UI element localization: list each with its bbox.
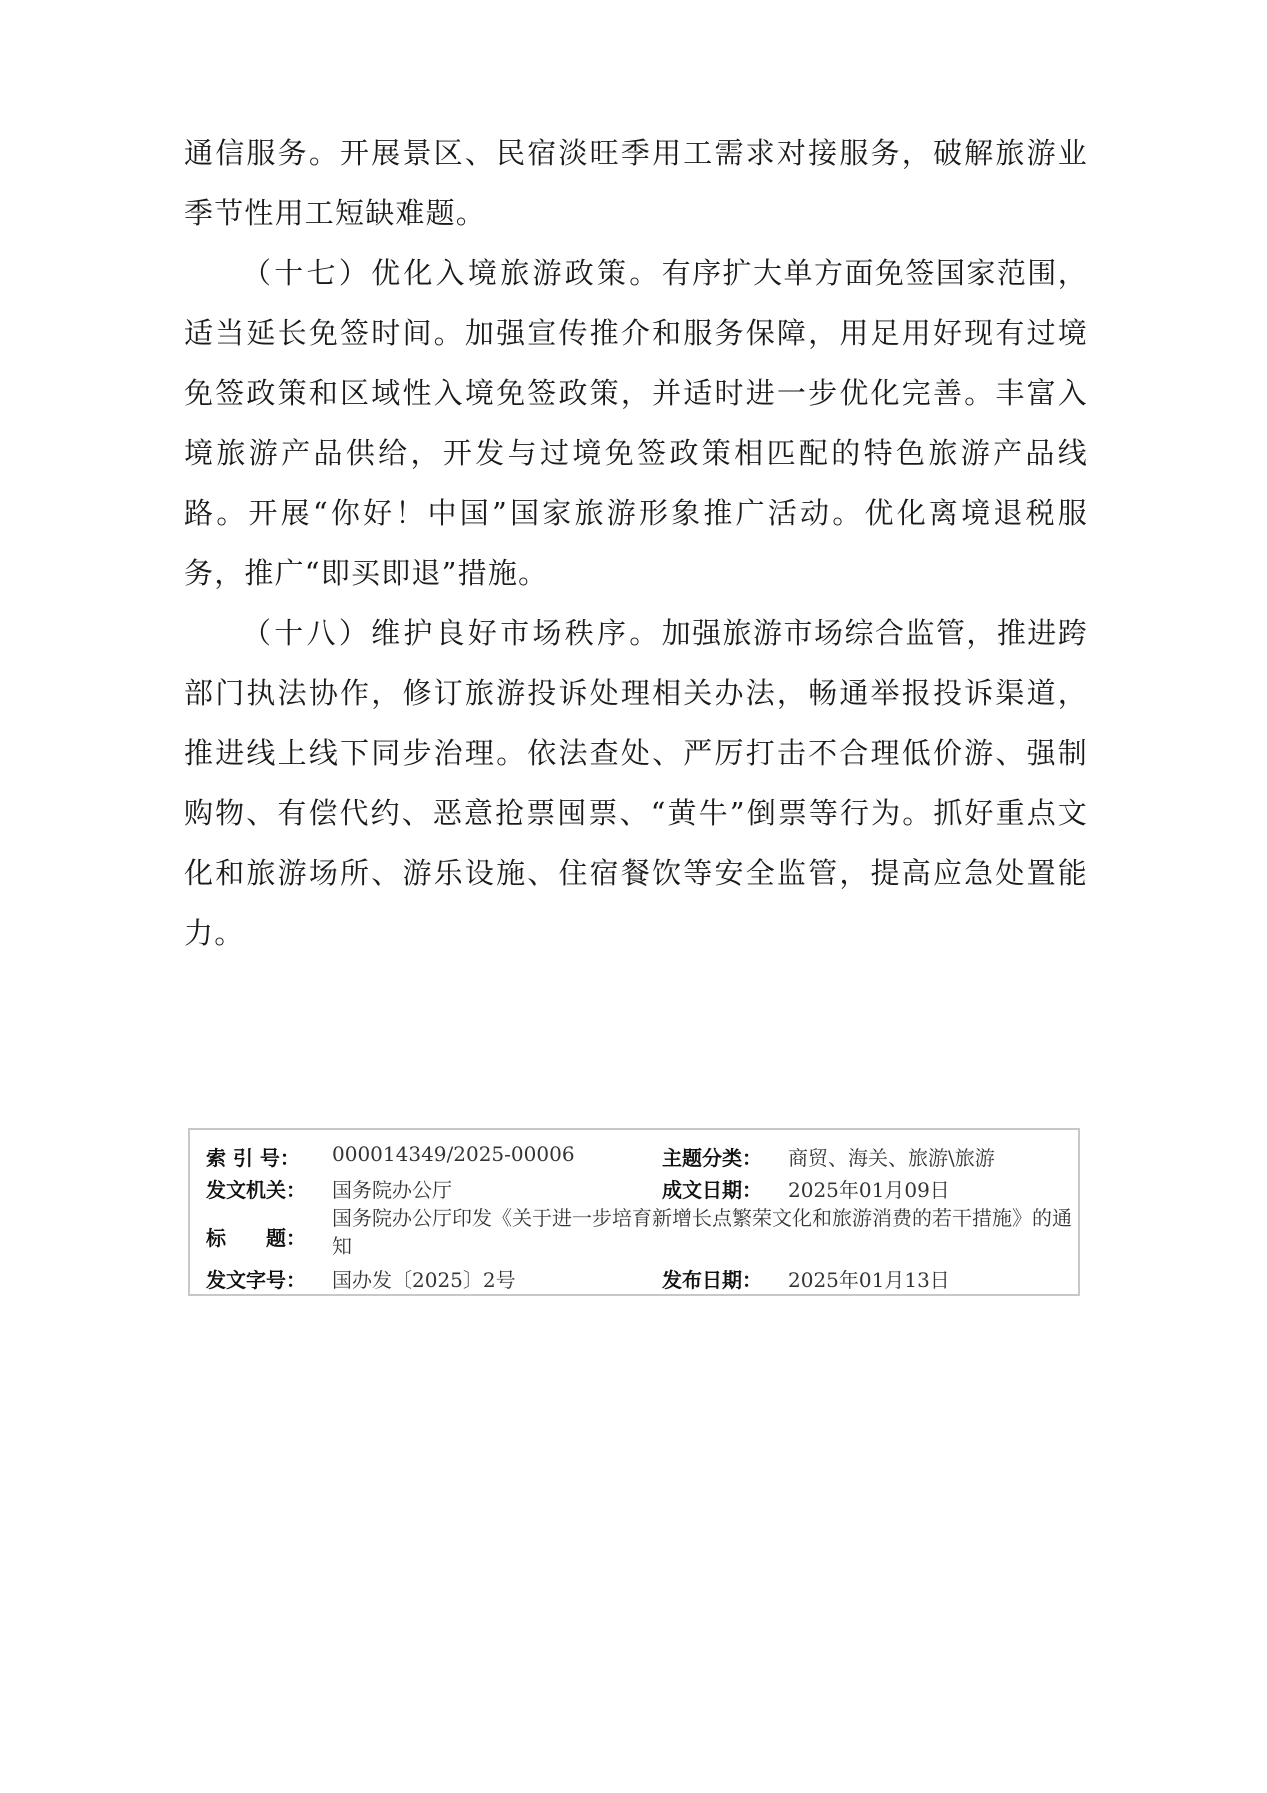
document-metadata-table [188,1128,1080,1296]
paragraph-18-body: 加强旅游市场综合监管，推进跨部门执法协作，修订旅游投诉处理相关办法，畅通举报投诉渠道，推进线上线下同步治理。依法查处、严厉打击不合理低价游、强制购物、有偿代约、恶意抢票囤票、“黄牛”倒票等行为。抓好重点文化和旅游场所、游乐设施、住宿餐饮等安全监管，提高应急处置能力。 [184,616,1088,950]
doc-number-value: 国办发〔2025〕2号 [332,1268,516,1292]
index-value: 000014349/2025-00006 [332,1142,575,1166]
topic-label: 主题分类： [662,1146,762,1170]
paragraph-17-heading: （十七）优化入境旅游政策。 [242,256,662,290]
issuer-value: 国务院办公厅 [332,1178,452,1202]
paragraph-continuation: 通信服务。开展景区、民宿淡旺季用工需求对接服务，破解旅游业季节性用工短缺难题。 [184,136,1088,230]
paragraph-18 [184,603,1088,963]
issuer-label: 发文机关： [206,1178,306,1202]
index-label: 索 引 号： [206,1146,300,1170]
paragraph-18-heading: （十八）维护良好市场秩序。 [242,616,662,650]
published-date-label: 发布日期： [662,1268,762,1292]
created-date-value: 2025年01月09日 [788,1178,950,1202]
paragraph-17 [184,243,1088,603]
title-label: 标 题： [206,1226,306,1250]
title-value: 国务院办公厅印发《关于进一步培育新增长点繁荣文化和旅游消费的若干措施》的通知 [332,1206,1072,1258]
document-body [184,123,1088,963]
topic-value: 商贸、海关、旅游\旅游 [788,1146,995,1170]
paragraph-17-body: 有序扩大单方面免签国家范围，适当延长免签时间。加强宣传推介和服务保障，用足用好现有过境免签政策和区域性入境免签政策，并适时进一步优化完善。丰富入境旅游产品供给，开发与过境免签政策相匹配的特色旅游产品线路。开展“你好！中国”国家旅游形象推广活动。优化离境退税服务，推广“即买即退”措施。 [184,256,1088,590]
doc-number-label: 发文字号： [206,1268,306,1292]
published-date-value: 2025年01月13日 [788,1268,950,1292]
created-date-label: 成文日期： [662,1178,762,1202]
